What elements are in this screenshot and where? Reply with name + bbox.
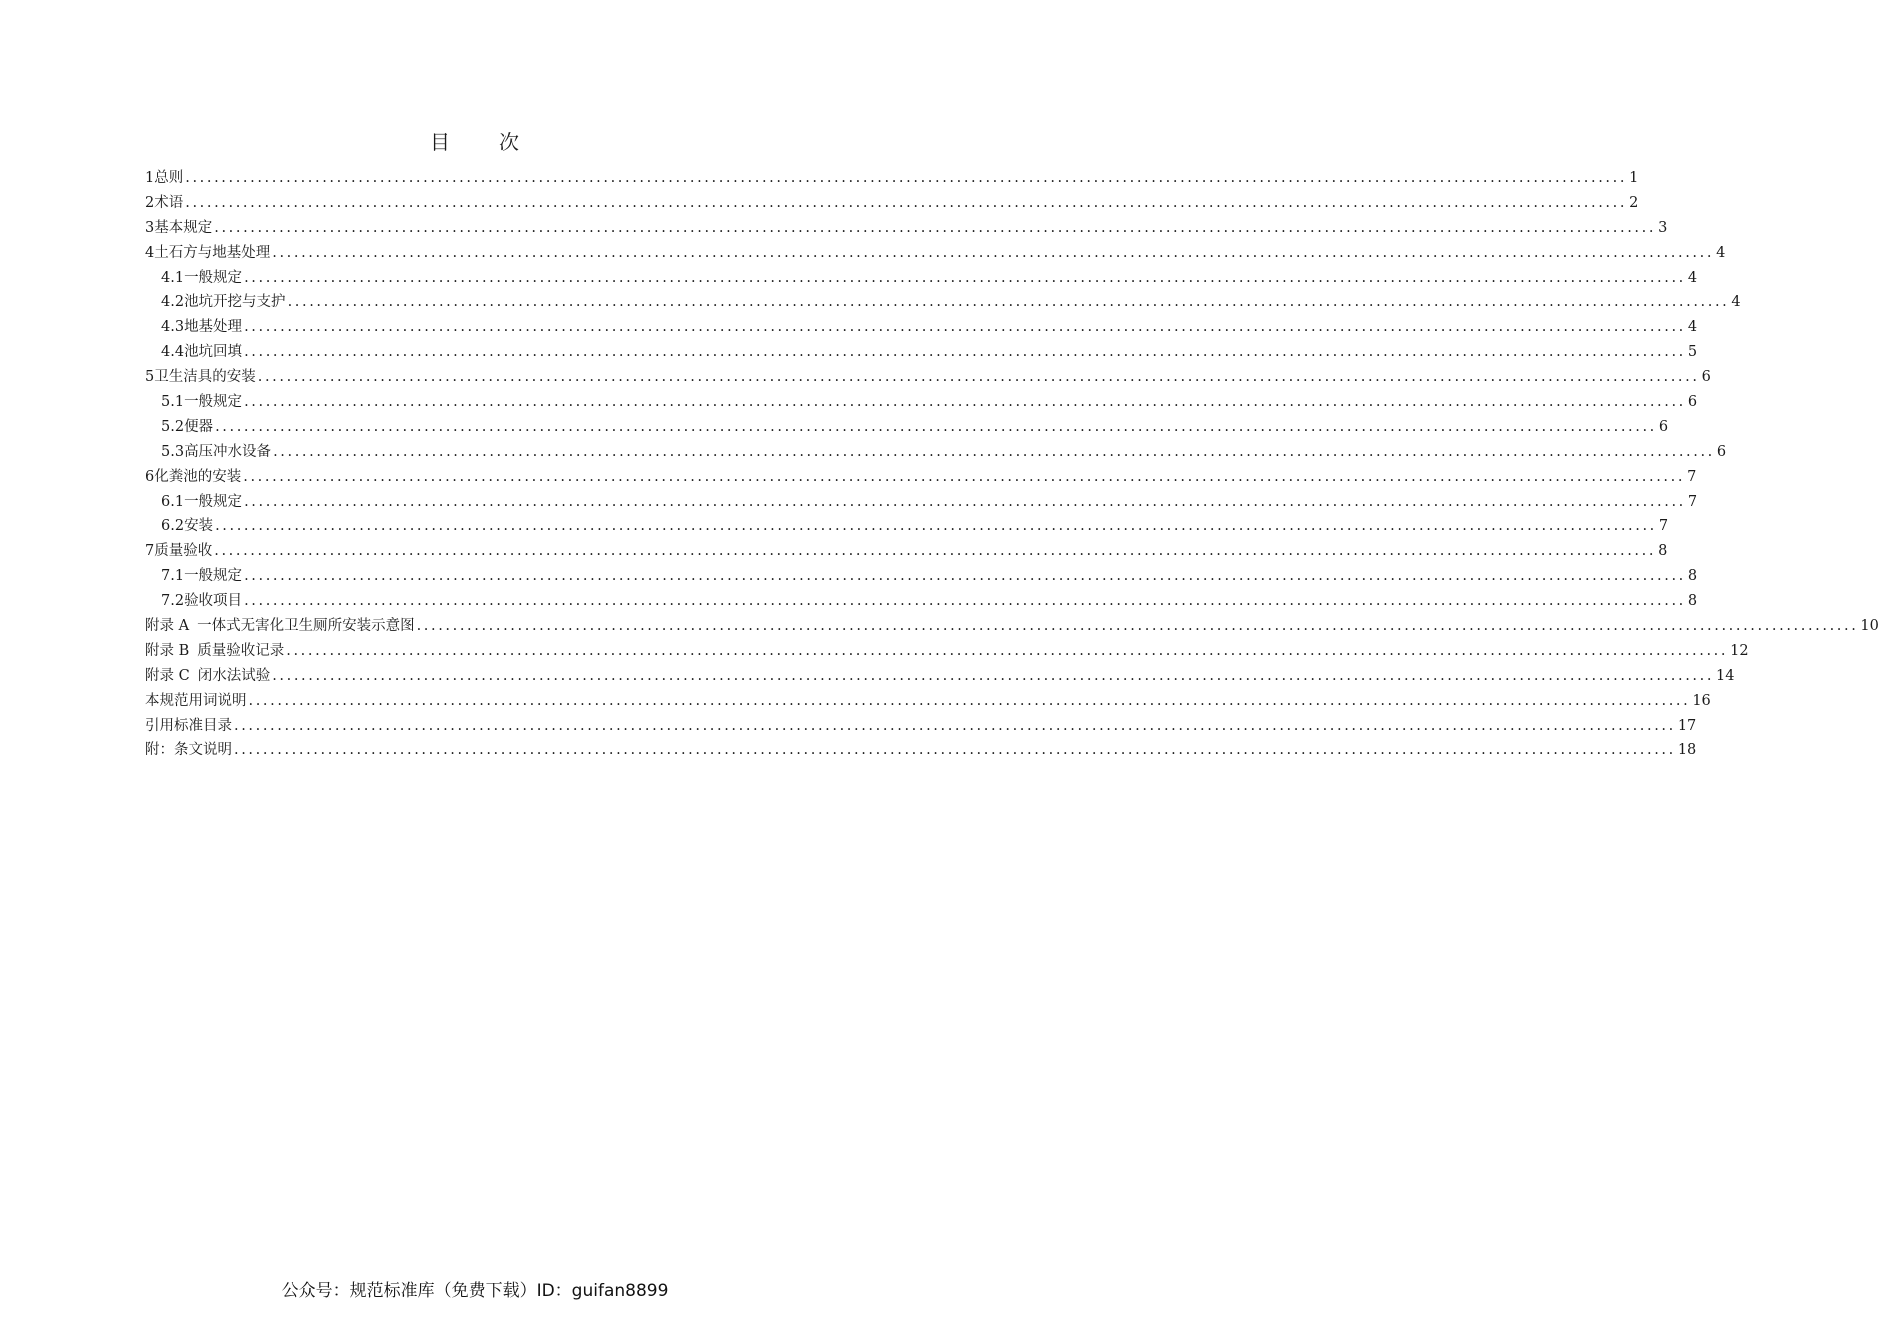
toc-entry-page-number: 3: [1658, 219, 1668, 236]
toc-entry-number: 5: [145, 369, 155, 386]
toc-dot-leader: ........................................................................................................................................................................................................: [214, 543, 1657, 560]
toc-entry-page-number: 10: [1860, 618, 1879, 635]
toc-dot-leader: ........................................................................................................................................................................................................: [215, 418, 1657, 435]
toc-entry-number: 4.3: [161, 319, 185, 336]
toc-entry-number: 6.2: [161, 518, 185, 535]
toc-entry-page-number: 7: [1687, 468, 1697, 485]
toc-dot-leader: ........................................................................................................................................................................................................: [243, 468, 1686, 485]
toc-entry-page-number: 4: [1716, 244, 1726, 261]
toc-dot-leader: ........................................................................................................................................................................................................: [272, 244, 1715, 261]
toc-entry-label: 总则: [154, 170, 184, 186]
toc-entry-number: 3: [145, 219, 155, 236]
toc-entry-number: 4.2: [161, 294, 185, 311]
toc-dot-leader: ........................................................................................................................................................................................................: [244, 319, 1686, 336]
toc-entry[interactable]: [145, 589, 1698, 614]
toc-entry[interactable]: [145, 290, 1741, 315]
toc-dot-leader: ........................................................................................................................................................................................................: [286, 642, 1729, 659]
toc-entry-label: 闭水法试验: [197, 667, 271, 684]
table-of-contents: [145, 166, 1879, 763]
toc-entry-page-number: 6: [1658, 418, 1669, 435]
toc-dot-leader: ........................................................................................................................................................................................................: [214, 219, 1657, 236]
title-part-2: 次: [499, 130, 520, 154]
toc-entry-page-number: 8: [1687, 593, 1698, 610]
toc-entry-label: 便器: [184, 418, 214, 435]
toc-entry[interactable]: [145, 390, 1698, 415]
toc-entry-page-number: 4: [1687, 269, 1698, 286]
toc-entry-number: 7.2: [161, 593, 185, 610]
toc-dot-leader: ........................................................................................................................................................................................................: [234, 717, 1676, 734]
toc-entry-label: 池坑回填: [184, 344, 243, 361]
toc-entry-page-number: 1: [1629, 170, 1639, 186]
toc-entry-label: 池坑开挖与支护: [184, 294, 286, 311]
toc-entry-label: 一般规定: [184, 394, 243, 411]
toc-entry-page-number: 7: [1687, 493, 1698, 510]
toc-entry-page-number: 4: [1731, 294, 1741, 311]
toc-dot-leader: ........................................................................................................................................................................................................: [244, 344, 1686, 361]
toc-entry-page-number: 5: [1687, 344, 1698, 361]
toc-entry-page-number: 2: [1629, 194, 1639, 211]
toc-entry-page-number: 7: [1658, 518, 1669, 535]
toc-dot-leader: ........................................................................................................................................................................................................: [185, 170, 1628, 186]
toc-entry-number: 附录 C: [145, 667, 190, 684]
toc-entry[interactable]: [145, 216, 1668, 241]
toc-entry[interactable]: [145, 340, 1698, 365]
toc-entry[interactable]: [145, 738, 1697, 763]
toc-dot-leader: ........................................................................................................................................................................................................: [416, 618, 1859, 635]
toc-entry-page-number: 12: [1730, 642, 1749, 659]
toc-dot-leader: ........................................................................................................................................................................................................: [244, 568, 1686, 585]
toc-entry[interactable]: [145, 315, 1698, 340]
toc-dot-leader: ........................................................................................................................................................................................................: [244, 593, 1686, 610]
toc-entry-page-number: 6: [1687, 394, 1698, 411]
footer-watermark-text: 公众号：规范标准库（免费下载）ID：guifan8899: [281, 1281, 669, 1301]
toc-entry-page-number: 8: [1658, 543, 1668, 560]
toc-entry-label: 高压冲水设备: [184, 443, 272, 460]
toc-entry[interactable]: [145, 539, 1668, 564]
toc-dot-leader: ........................................................................................................................................................................................................: [273, 443, 1715, 460]
toc-entry[interactable]: [145, 365, 1711, 390]
toc-entry-number: 6.1: [161, 493, 185, 510]
toc-entry-number: 2: [145, 194, 155, 211]
toc-dot-leader: ........................................................................................................................................................................................................: [248, 692, 1691, 709]
toc-entry-label: 安装: [184, 518, 214, 535]
toc-entry-label: 化粪池的安装: [154, 468, 242, 485]
toc-entry-label: 质量验收记录: [197, 642, 285, 659]
toc-entry-number: 4.1: [161, 269, 185, 286]
toc-dot-leader: ........................................................................................................................................................................................................: [244, 394, 1686, 411]
toc-entry-number: 1: [145, 170, 155, 186]
toc-entry[interactable]: [145, 266, 1698, 291]
toc-entry-page-number: 17: [1677, 717, 1697, 734]
toc-entry[interactable]: [145, 714, 1697, 739]
toc-entry-label: 地基处理: [184, 319, 243, 336]
toc-entry-page-number: 18: [1677, 742, 1697, 759]
toc-entry-number: 5.2: [161, 418, 185, 435]
toc-entry[interactable]: [145, 241, 1726, 266]
toc-entry-page-number: 16: [1692, 692, 1711, 709]
toc-entry-page-number: 14: [1716, 667, 1735, 684]
toc-dot-leader: ........................................................................................................................................................................................................: [185, 194, 1628, 211]
toc-entry-number: 附录 A: [145, 618, 190, 635]
toc-entry-page-number: 4: [1687, 319, 1698, 336]
toc-entry-number: 4.4: [161, 344, 185, 361]
toc-entry-number: 7: [145, 543, 155, 560]
toc-entry-page-number: 8: [1687, 568, 1698, 585]
toc-entry[interactable]: [145, 490, 1698, 515]
toc-entry-label: 一般规定: [184, 493, 243, 510]
toc-entry-label: 质量验收: [154, 543, 213, 560]
toc-entry-label: 卫生洁具的安装: [154, 369, 256, 386]
toc-entry-number: 附录 B: [145, 642, 190, 659]
toc-entry[interactable]: [145, 664, 1735, 689]
toc-dot-leader: ........................................................................................................................................................................................................: [287, 294, 1730, 311]
toc-entry[interactable]: [145, 689, 1711, 714]
toc-entry-label: 一般规定: [184, 269, 243, 286]
toc-entry[interactable]: [145, 415, 1669, 440]
toc-entry-label: 基本规定: [154, 219, 213, 236]
toc-entry[interactable]: [145, 465, 1697, 490]
toc-dot-leader: ........................................................................................................................................................................................................: [244, 269, 1686, 286]
toc-entry-page-number: 6: [1716, 443, 1727, 460]
toc-dot-leader: ........................................................................................................................................................................................................: [244, 493, 1686, 510]
toc-entry-label: 附：条文说明: [145, 742, 232, 759]
page-title: [0, 126, 950, 155]
toc-entry[interactable]: [145, 166, 1639, 191]
toc-entry-label: 本规范用词说明: [145, 692, 247, 709]
toc-dot-leader: ........................................................................................................................................................................................................: [234, 742, 1676, 759]
toc-dot-leader: ........................................................................................................................................................................................................: [272, 667, 1715, 684]
toc-entry-number: 6: [145, 468, 155, 485]
toc-dot-leader: ........................................................................................................................................................................................................: [215, 518, 1657, 535]
toc-entry-label: 土石方与地基处理: [154, 244, 271, 261]
toc-entry-number: 5.3: [161, 443, 185, 460]
title-part-1: 目: [430, 130, 451, 154]
toc-entry-label: 一般规定: [184, 568, 243, 585]
toc-entry[interactable]: [145, 639, 1749, 664]
toc-entry-number: 4: [145, 244, 155, 261]
toc-entry[interactable]: [145, 514, 1669, 539]
toc-entry[interactable]: [145, 191, 1639, 216]
toc-entry[interactable]: [145, 440, 1727, 465]
toc-entry-label: 引用标准目录: [145, 717, 232, 734]
toc-entry-number: 7.1: [161, 568, 185, 585]
toc-entry-label: 术语: [154, 194, 184, 211]
toc-entry[interactable]: [145, 614, 1879, 639]
toc-entry-label: 一体式无害化卫生厕所安装示意图: [197, 618, 415, 635]
toc-entry-number: 5.1: [161, 394, 185, 411]
toc-entry[interactable]: [145, 564, 1698, 589]
toc-entry-page-number: 6: [1701, 369, 1711, 386]
toc-dot-leader: ........................................................................................................................................................................................................: [257, 369, 1700, 386]
toc-entry-label: 验收项目: [184, 593, 243, 610]
